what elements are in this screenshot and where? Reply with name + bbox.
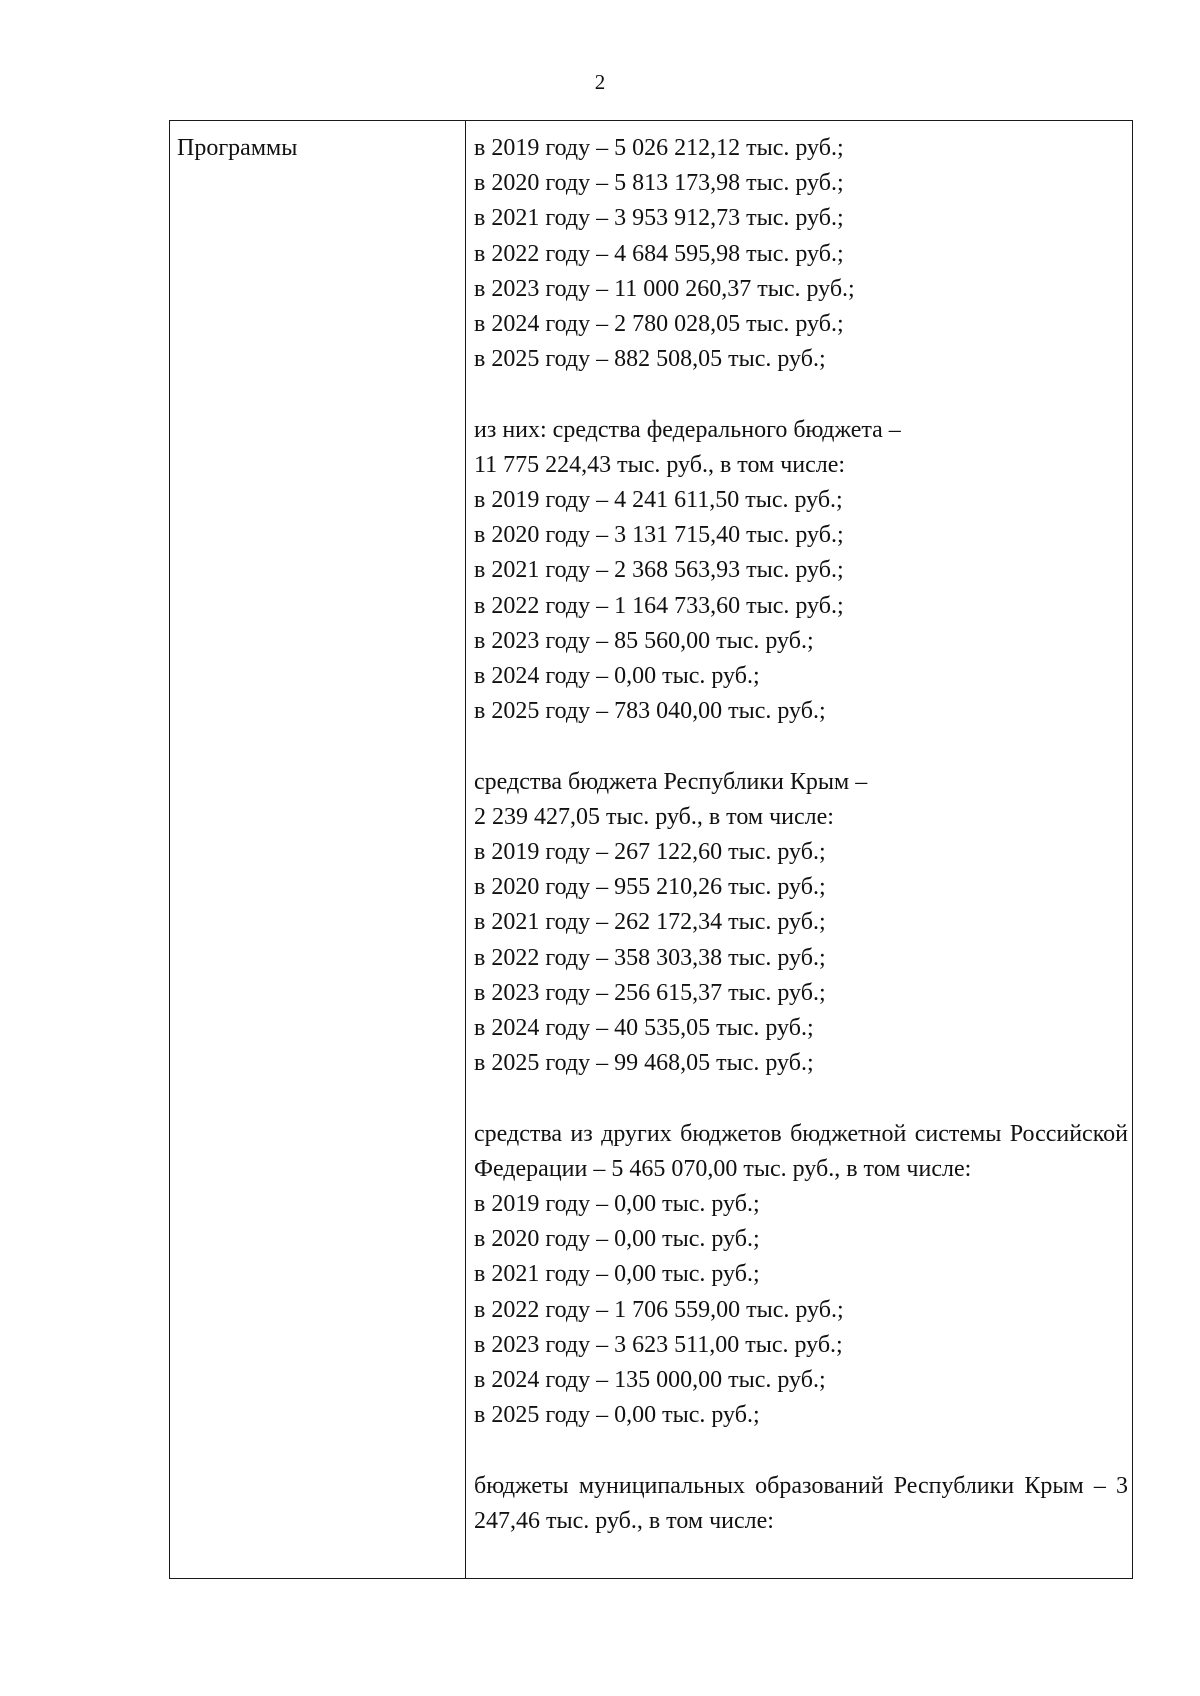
totals-section <box>474 131 1128 377</box>
crimea-year-line: в 2020 году – 955 210,26 тыс. руб.; <box>474 874 826 901</box>
crimea-year-line: в 2024 году – 40 535,05 тыс. руб.; <box>474 1015 814 1042</box>
crimea-year-line: в 2023 году – 256 615,37 тыс. руб.; <box>474 979 826 1006</box>
crimea-section <box>474 765 1128 1082</box>
section-gap <box>474 377 1128 412</box>
other-budgets-section <box>474 1117 1128 1434</box>
municipal-section <box>474 1469 1128 1539</box>
totals-year-line: в 2020 году – 5 813 173,98 тыс. руб.; <box>474 170 844 197</box>
crimea-total: 2 239 427,05 тыс. руб., в том числе: <box>474 803 834 830</box>
crimea-heading: средства бюджета Республики Крым – <box>474 768 868 795</box>
other-budgets-year-line: в 2020 году – 0,00 тыс. руб.; <box>474 1226 760 1253</box>
section-gap <box>474 729 1128 764</box>
other-budgets-year-line: в 2021 году – 0,00 тыс. руб.; <box>474 1261 760 1288</box>
other-budgets-year-line: в 2019 году – 0,00 тыс. руб.; <box>474 1191 760 1218</box>
totals-year-line: в 2024 году – 2 780 028,05 тыс. руб.; <box>474 311 844 338</box>
municipal-heading: бюджеты муниципальных образований Республики Крым – 3 247,46 тыс. руб., в том числе: <box>474 1472 1128 1534</box>
totals-year-line: в 2019 году – 5 026 212,12 тыс. руб.; <box>474 135 844 161</box>
federal-year-line: в 2024 году – 0,00 тыс. руб.; <box>474 663 760 690</box>
section-gap <box>474 1433 1128 1468</box>
federal-year-line: в 2019 году – 4 241 611,50 тыс. руб.; <box>474 487 843 514</box>
federal-year-line: в 2021 году – 2 368 563,93 тыс. руб.; <box>474 557 844 584</box>
other-budgets-heading: средства из других бюджетов бюджетной системы Российской Федерации – 5 465 070,00 тыс. руб., в том числе: <box>474 1120 1128 1182</box>
totals-year-line: в 2025 году – 882 508,05 тыс. руб.; <box>474 346 826 373</box>
federal-section <box>474 413 1128 730</box>
other-budgets-year-line: в 2022 году – 1 706 559,00 тыс. руб.; <box>474 1296 844 1323</box>
crimea-year-line: в 2019 году – 267 122,60 тыс. руб.; <box>474 839 826 866</box>
other-budgets-year-line: в 2024 году – 135 000,00 тыс. руб.; <box>474 1367 826 1394</box>
federal-year-line: в 2020 году – 3 131 715,40 тыс. руб.; <box>474 522 844 549</box>
other-budgets-year-line: в 2023 году – 3 623 511,00 тыс. руб.; <box>474 1331 843 1358</box>
totals-year-line: в 2022 году – 4 684 595,98 тыс. руб.; <box>474 240 844 267</box>
totals-year-line: в 2023 году – 11 000 260,37 тыс. руб.; <box>474 275 855 302</box>
label-column <box>170 121 466 1578</box>
row-label: Программы <box>177 135 298 161</box>
section-gap <box>474 1081 1128 1116</box>
funding-table <box>169 120 1133 1579</box>
value-column <box>466 131 1134 1539</box>
other-budgets-year-line: в 2025 году – 0,00 тыс. руб.; <box>474 1402 760 1429</box>
federal-year-line: в 2023 году – 85 560,00 тыс. руб.; <box>474 627 814 654</box>
totals-year-line: в 2021 году – 3 953 912,73 тыс. руб.; <box>474 205 844 232</box>
federal-year-line: в 2022 году – 1 164 733,60 тыс. руб.; <box>474 592 844 619</box>
crimea-year-line: в 2025 году – 99 468,05 тыс. руб.; <box>474 1050 814 1077</box>
crimea-year-line: в 2022 году – 358 303,38 тыс. руб.; <box>474 944 826 971</box>
page-number: 2 <box>594 70 606 94</box>
crimea-year-line: в 2021 году – 262 172,34 тыс. руб.; <box>474 909 826 936</box>
federal-heading: из них: средства федерального бюджета – <box>474 416 901 443</box>
federal-year-line: в 2025 году – 783 040,00 тыс. руб.; <box>474 698 826 725</box>
federal-total: 11 775 224,43 тыс. руб., в том числе: <box>474 451 846 478</box>
